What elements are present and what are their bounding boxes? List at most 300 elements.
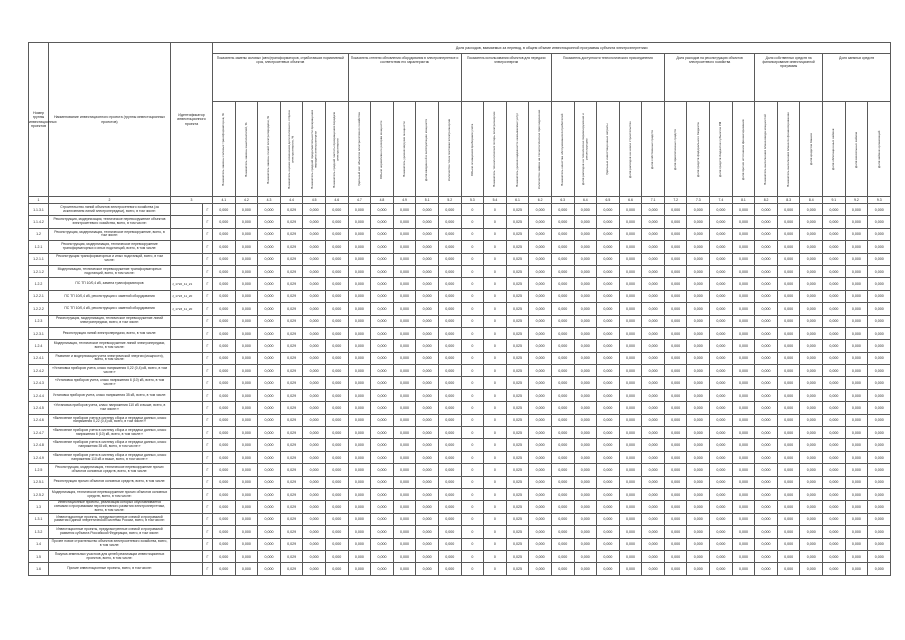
row-value: 0,000 [800, 290, 823, 302]
row-value: 0,000 [868, 241, 891, 253]
row-value: 0,000 [371, 204, 394, 216]
row-value: 0,000 [529, 402, 552, 414]
row-value: 0,000 [529, 476, 552, 488]
row-value: 0,000 [823, 513, 846, 525]
row-value: 0,000 [868, 265, 891, 277]
row-value: 0,025 [506, 439, 529, 451]
row-value: 0,000 [438, 365, 461, 377]
row-value: 0,000 [416, 389, 439, 401]
row-value: 0,000 [710, 340, 733, 352]
row-value: 0,000 [597, 303, 620, 315]
row-code: 1.2.4 [29, 340, 49, 352]
row-name: Строительство линий объектов электросетевого хозяйства (за исключением линий электропередачи), всего, в том числе: [49, 204, 171, 216]
row-value: 0,000 [416, 513, 439, 525]
row-value: 0,000 [710, 414, 733, 426]
row-value: 0,000 [213, 476, 236, 488]
row-value: 0,000 [438, 389, 461, 401]
row-value: 0,000 [710, 488, 733, 500]
header-column-label: Доля кредитов банков [808, 133, 813, 165]
row-value: 0,000 [438, 538, 461, 550]
row-value: 0,000 [551, 204, 574, 216]
row-value: 0,000 [235, 513, 258, 525]
row-value: 0,000 [348, 389, 371, 401]
row-value: 0,000 [597, 501, 620, 513]
row-value: 0,029 [280, 526, 303, 538]
row-value: 0,000 [800, 241, 823, 253]
row-value: 0,000 [619, 402, 642, 414]
row-value: 0,000 [325, 563, 348, 575]
row-value: 0,000 [710, 464, 733, 476]
column-number: 4.3 [258, 197, 281, 204]
header-column-label: Количество точек поставки электроэнергии [447, 117, 452, 181]
row-value: 0,000 [393, 303, 416, 315]
row-value: 0 [484, 464, 507, 476]
row-value: 0,000 [258, 290, 281, 302]
row-value: 0,000 [258, 451, 281, 463]
row-value: 0,000 [393, 488, 416, 500]
row-value: 0,000 [868, 303, 891, 315]
row-value: 0,000 [393, 241, 416, 253]
header-column [732, 102, 755, 197]
row-value: 0,000 [348, 228, 371, 240]
row-name: Развитие и модернизация учета электрической энергии (мощности), всего, в том числе: [49, 352, 171, 364]
row-value: 0,000 [755, 228, 778, 240]
row-value: 0,000 [687, 526, 710, 538]
row-value: 0,025 [506, 278, 529, 290]
row-value: 0,000 [303, 451, 326, 463]
row-value: 0,000 [687, 476, 710, 488]
row-value: 0,000 [868, 488, 891, 500]
row-value: 0,000 [551, 414, 574, 426]
row-value: 0,000 [303, 464, 326, 476]
column-number: 4.5 [303, 197, 326, 204]
row-value: 0,000 [551, 352, 574, 364]
row-value: 0,000 [597, 352, 620, 364]
header-subgroup: Доля собственных средств на финансирование инвестиционной программы [755, 54, 823, 102]
row-value: 0,025 [506, 303, 529, 315]
row-value: 0,000 [393, 340, 416, 352]
row-value: 0,000 [823, 241, 846, 253]
row-value: 0 [461, 402, 484, 414]
row-value: 0,000 [800, 414, 823, 426]
row-value: 0,000 [868, 365, 891, 377]
table-row [29, 327, 891, 339]
document-sheet [28, 42, 890, 576]
row-value: 0 [461, 265, 484, 277]
row-value: 0,000 [868, 228, 891, 240]
row-value: 0,000 [551, 439, 574, 451]
row-value: 0,000 [845, 526, 868, 538]
row-value: 0,000 [574, 216, 597, 228]
row-name: Модернизация, техническое перевооружение прочих объектов основных средств, всего, в том числе: [49, 488, 171, 500]
row-value: 0,000 [755, 352, 778, 364]
row-value: 0,000 [438, 402, 461, 414]
row-value: 0,000 [800, 365, 823, 377]
row-value: 0,000 [710, 265, 733, 277]
row-value: 0,000 [777, 241, 800, 253]
row-value: 0,000 [664, 377, 687, 389]
row-value: 0,000 [213, 488, 236, 500]
row-unit: Г [203, 563, 213, 575]
row-value: 0,000 [348, 550, 371, 562]
table-row [29, 290, 891, 302]
row-value: 0,000 [664, 303, 687, 315]
row-value: 0,000 [235, 365, 258, 377]
column-number: 4.4 [280, 197, 303, 204]
row-value: 0,000 [823, 352, 846, 364]
row-value: 0,000 [845, 340, 868, 352]
row-value: 0,000 [258, 526, 281, 538]
row-value: 0,000 [642, 265, 665, 277]
row-value: 0,029 [280, 402, 303, 414]
row-id: J_1723_11_20 [171, 303, 203, 315]
row-value: 0 [484, 427, 507, 439]
row-unit: Г [203, 290, 213, 302]
row-value: 0,000 [777, 377, 800, 389]
row-value: 0,000 [574, 253, 597, 265]
row-value: 0,000 [551, 501, 574, 513]
row-value: 0,000 [393, 290, 416, 302]
row-code: 1.2.4.7 [29, 427, 49, 439]
row-value: 0,000 [303, 402, 326, 414]
row-value: 0,000 [213, 290, 236, 302]
row-value: 0,000 [235, 488, 258, 500]
table-row [29, 303, 891, 315]
row-value: 0,000 [619, 501, 642, 513]
row-value: 0,000 [438, 377, 461, 389]
row-value: 0,000 [438, 290, 461, 302]
row-value: 0,000 [574, 488, 597, 500]
row-value: 0,000 [732, 389, 755, 401]
row-value: 0,000 [664, 241, 687, 253]
row-name: Прочие инвестиционные проекты, всего, в том числе: [49, 563, 171, 575]
row-value: 0,000 [258, 241, 281, 253]
row-name: Реконструкция, модернизация, техническое перевооружение линий электропередачи, всего, в том числе: [49, 315, 171, 327]
row-value: 0,000 [574, 365, 597, 377]
row-value: 0,000 [235, 464, 258, 476]
row-value: 0,000 [777, 402, 800, 414]
table-row [29, 550, 891, 562]
header-column-label: Количество заявок на технологическое присоединение [537, 109, 542, 189]
row-value: 0,000 [213, 377, 236, 389]
row-value: 0,000 [529, 204, 552, 216]
row-value: 0,000 [664, 265, 687, 277]
row-value: 0,000 [348, 402, 371, 414]
row-value: 0,000 [823, 278, 846, 290]
table-row [29, 439, 891, 451]
row-value: 0,000 [438, 340, 461, 352]
row-value: 0,000 [371, 513, 394, 525]
table-row [29, 365, 891, 377]
row-value: 0 [484, 290, 507, 302]
row-value: 0,000 [664, 278, 687, 290]
row-value: 0 [484, 228, 507, 240]
row-value: 0 [484, 327, 507, 339]
row-id [171, 476, 203, 488]
row-value: 0,000 [619, 414, 642, 426]
row-value: 0,000 [551, 253, 574, 265]
row-value: 0,000 [438, 439, 461, 451]
row-value: 0,000 [800, 464, 823, 476]
row-name: «Включение приборов учета в систему сбора и передачи данных, класс напряжения 0,22 (0,4) кВ, всего, в том числе:» [49, 414, 171, 426]
header-column [325, 102, 348, 197]
row-value: 0,029 [280, 414, 303, 426]
row-id: J_1722_11_21 [171, 278, 203, 290]
row-value: 0,000 [371, 253, 394, 265]
row-value: 0 [461, 216, 484, 228]
row-value: 0,000 [710, 451, 733, 463]
row-value: 0 [461, 340, 484, 352]
row-unit: Г [203, 377, 213, 389]
row-id [171, 488, 203, 500]
column-number: 9.2 [845, 197, 868, 204]
row-value: 0,000 [258, 327, 281, 339]
row-value: 0 [484, 451, 507, 463]
row-value: 0,000 [642, 513, 665, 525]
column-number: 3 [171, 197, 213, 204]
row-value: 0,000 [529, 365, 552, 377]
row-value: 0 [484, 253, 507, 265]
row-value: 0,000 [416, 290, 439, 302]
row-value: 0,029 [280, 216, 303, 228]
row-name: Инвестиционные проекты, предусмотренные схемой и программой развития субъекта Российской Федерации, всего, в том числе: [49, 526, 171, 538]
row-value: 0,000 [687, 253, 710, 265]
row-value: 0,000 [325, 216, 348, 228]
row-value: 0,000 [642, 439, 665, 451]
row-value: 0,000 [755, 303, 778, 315]
row-value: 0,000 [303, 352, 326, 364]
row-value: 0,000 [845, 402, 868, 414]
row-value: 0,000 [303, 538, 326, 550]
row-value: 0,000 [845, 204, 868, 216]
row-value: 0,000 [393, 402, 416, 414]
header-column-label: Показатель средней продолжительности прекращения передачи электроэнергии [309, 109, 318, 189]
row-value: 0,000 [642, 290, 665, 302]
row-value: 0,000 [574, 563, 597, 575]
header-column-label: Показатель замены линий электропередачи, % [266, 114, 271, 184]
row-id [171, 315, 203, 327]
row-value: 0,000 [619, 526, 642, 538]
row-value: 0,000 [325, 464, 348, 476]
row-id [171, 526, 203, 538]
row-value: 0,000 [213, 414, 236, 426]
header-column [823, 102, 846, 197]
row-value: 0,000 [213, 402, 236, 414]
row-value: 0,000 [755, 402, 778, 414]
row-value: 0,000 [619, 365, 642, 377]
header-column [868, 102, 891, 197]
row-value: 0,025 [506, 340, 529, 352]
row-name: Модернизация, техническое перевооружение трансформаторных подстанций, всего, в том числе: [49, 265, 171, 277]
row-unit: Г [203, 278, 213, 290]
row-value: 0,000 [800, 204, 823, 216]
row-value: 0,000 [529, 228, 552, 240]
row-value: 0,025 [506, 402, 529, 414]
row-value: 0,000 [800, 278, 823, 290]
row-value: 0,000 [416, 253, 439, 265]
row-value: 0,000 [777, 451, 800, 463]
row-value: 0,000 [732, 265, 755, 277]
row-value: 0,000 [529, 290, 552, 302]
row-value: 0,000 [845, 253, 868, 265]
row-value: 0,000 [574, 352, 597, 364]
column-number: 6.6 [619, 197, 642, 204]
row-value: 0 [484, 303, 507, 315]
header-column [371, 102, 394, 197]
row-value: 0,000 [619, 278, 642, 290]
table-row [29, 352, 891, 364]
row-value: 0,000 [574, 303, 597, 315]
row-value: 0,000 [416, 327, 439, 339]
row-value: 0,000 [619, 476, 642, 488]
row-value: 0 [461, 241, 484, 253]
row-value: 0,000 [325, 451, 348, 463]
row-value: 0,000 [687, 340, 710, 352]
header-column [800, 102, 823, 197]
row-value: 0,000 [529, 352, 552, 364]
row-value: 0,000 [393, 427, 416, 439]
row-value: 0 [461, 414, 484, 426]
row-value: 0,000 [664, 389, 687, 401]
row-value: 0,000 [393, 513, 416, 525]
row-value: 0,000 [551, 290, 574, 302]
row-value: 0 [484, 278, 507, 290]
header-column [755, 102, 778, 197]
row-unit: Г [203, 315, 213, 327]
row-value: 0,000 [325, 327, 348, 339]
row-value: 0,000 [213, 265, 236, 277]
row-unit: Г [203, 402, 213, 414]
row-value: 0,000 [258, 488, 281, 500]
row-value: 0,000 [258, 563, 281, 575]
row-value: 0,000 [823, 476, 846, 488]
row-value: 0,000 [551, 265, 574, 277]
row-value: 0,000 [258, 216, 281, 228]
row-value: 0,000 [529, 526, 552, 538]
column-number: 5.1 [416, 197, 439, 204]
table-row [29, 253, 891, 265]
row-value: 0 [484, 265, 507, 277]
column-number: 9.3 [868, 197, 891, 204]
row-value: 0,000 [529, 464, 552, 476]
header-column [484, 102, 507, 197]
row-value: 0,000 [868, 538, 891, 550]
table-row [29, 278, 891, 290]
row-value: 0,000 [687, 538, 710, 550]
row-value: 0,000 [868, 340, 891, 352]
row-value: 0,025 [506, 290, 529, 302]
row-value: 0,000 [235, 340, 258, 352]
row-value: 0,000 [868, 414, 891, 426]
row-value: 0,000 [597, 278, 620, 290]
row-value: 0,000 [710, 228, 733, 240]
row-value: 0,000 [868, 402, 891, 414]
row-value: 0,000 [348, 365, 371, 377]
row-value: 0,029 [280, 377, 303, 389]
row-value: 0,000 [348, 204, 371, 216]
header-column [845, 102, 868, 197]
row-value: 0,000 [597, 538, 620, 550]
row-name: Реконструкция, модернизация, техническое перевооружение, всего, в том числе: [49, 228, 171, 240]
header-column [438, 102, 461, 197]
row-value: 0,029 [280, 315, 303, 327]
row-code: 1.2.4.4 [29, 389, 49, 401]
row-code: 1.2.4.9 [29, 451, 49, 463]
row-value: 0,000 [642, 563, 665, 575]
row-value: 0,000 [258, 365, 281, 377]
row-value: 0,000 [235, 303, 258, 315]
row-value: 0 [461, 290, 484, 302]
row-value: 0,000 [597, 389, 620, 401]
header-column-label: Удельный вес объектов электросетевого хозяйства [356, 112, 361, 186]
row-value: 0,000 [325, 315, 348, 327]
row-value: 0,000 [619, 563, 642, 575]
row-value: 0,000 [213, 278, 236, 290]
row-value: 0,025 [506, 352, 529, 364]
row-value: 0,000 [529, 389, 552, 401]
header-column-label: Показатель средней частоты прекращения передачи электроэнергии [332, 110, 340, 188]
row-value: 0,000 [348, 538, 371, 550]
row-value: 0,000 [687, 241, 710, 253]
row-value: 0,000 [235, 241, 258, 253]
row-code: 1.5 [29, 550, 49, 562]
row-value: 0,000 [529, 327, 552, 339]
row-value: 0,000 [371, 389, 394, 401]
table-row [29, 526, 891, 538]
row-value: 0,000 [597, 340, 620, 352]
row-value: 0,000 [393, 228, 416, 240]
row-value: 0,000 [529, 550, 552, 562]
row-value: 0 [484, 550, 507, 562]
row-value: 0,000 [687, 228, 710, 240]
row-value: 0,000 [438, 265, 461, 277]
row-value: 0,000 [597, 513, 620, 525]
row-value: 0,000 [868, 216, 891, 228]
row-value: 0,000 [755, 513, 778, 525]
row-value: 0,000 [823, 550, 846, 562]
row-value: 0,000 [845, 327, 868, 339]
row-value: 0,025 [506, 538, 529, 550]
row-value: 0,000 [438, 488, 461, 500]
row-value: 0,000 [416, 265, 439, 277]
header-column-label: Показатель качества обслуживания потребителей [560, 112, 564, 186]
row-name: Реконструкция трансформаторных и иных подстанций, всего, в том числе: [49, 253, 171, 265]
row-code: 1.2.5 [29, 464, 49, 476]
row-value: 0,000 [551, 563, 574, 575]
row-value: 0,000 [845, 352, 868, 364]
header-column-label: Доля вексельных займов [853, 130, 858, 168]
row-value: 0,000 [664, 476, 687, 488]
row-value: 0,000 [325, 501, 348, 513]
row-id [171, 365, 203, 377]
row-value: 0,000 [732, 241, 755, 253]
row-value: 0,000 [664, 526, 687, 538]
row-value: 0,000 [258, 253, 281, 265]
row-value: 0,000 [213, 352, 236, 364]
row-unit: Г [203, 439, 213, 451]
row-value: 0,000 [529, 414, 552, 426]
table-row [29, 389, 891, 401]
row-value: 0,000 [777, 513, 800, 525]
row-value: 0,000 [303, 327, 326, 339]
header-column-label: Показатель уровня загрузки мощности [401, 121, 406, 177]
row-unit: Г [203, 241, 213, 253]
table-row [29, 377, 891, 389]
row-value: 0,000 [258, 439, 281, 451]
row-value: 0,000 [732, 488, 755, 500]
row-value: 0,000 [800, 488, 823, 500]
row-value: 0,000 [868, 389, 891, 401]
